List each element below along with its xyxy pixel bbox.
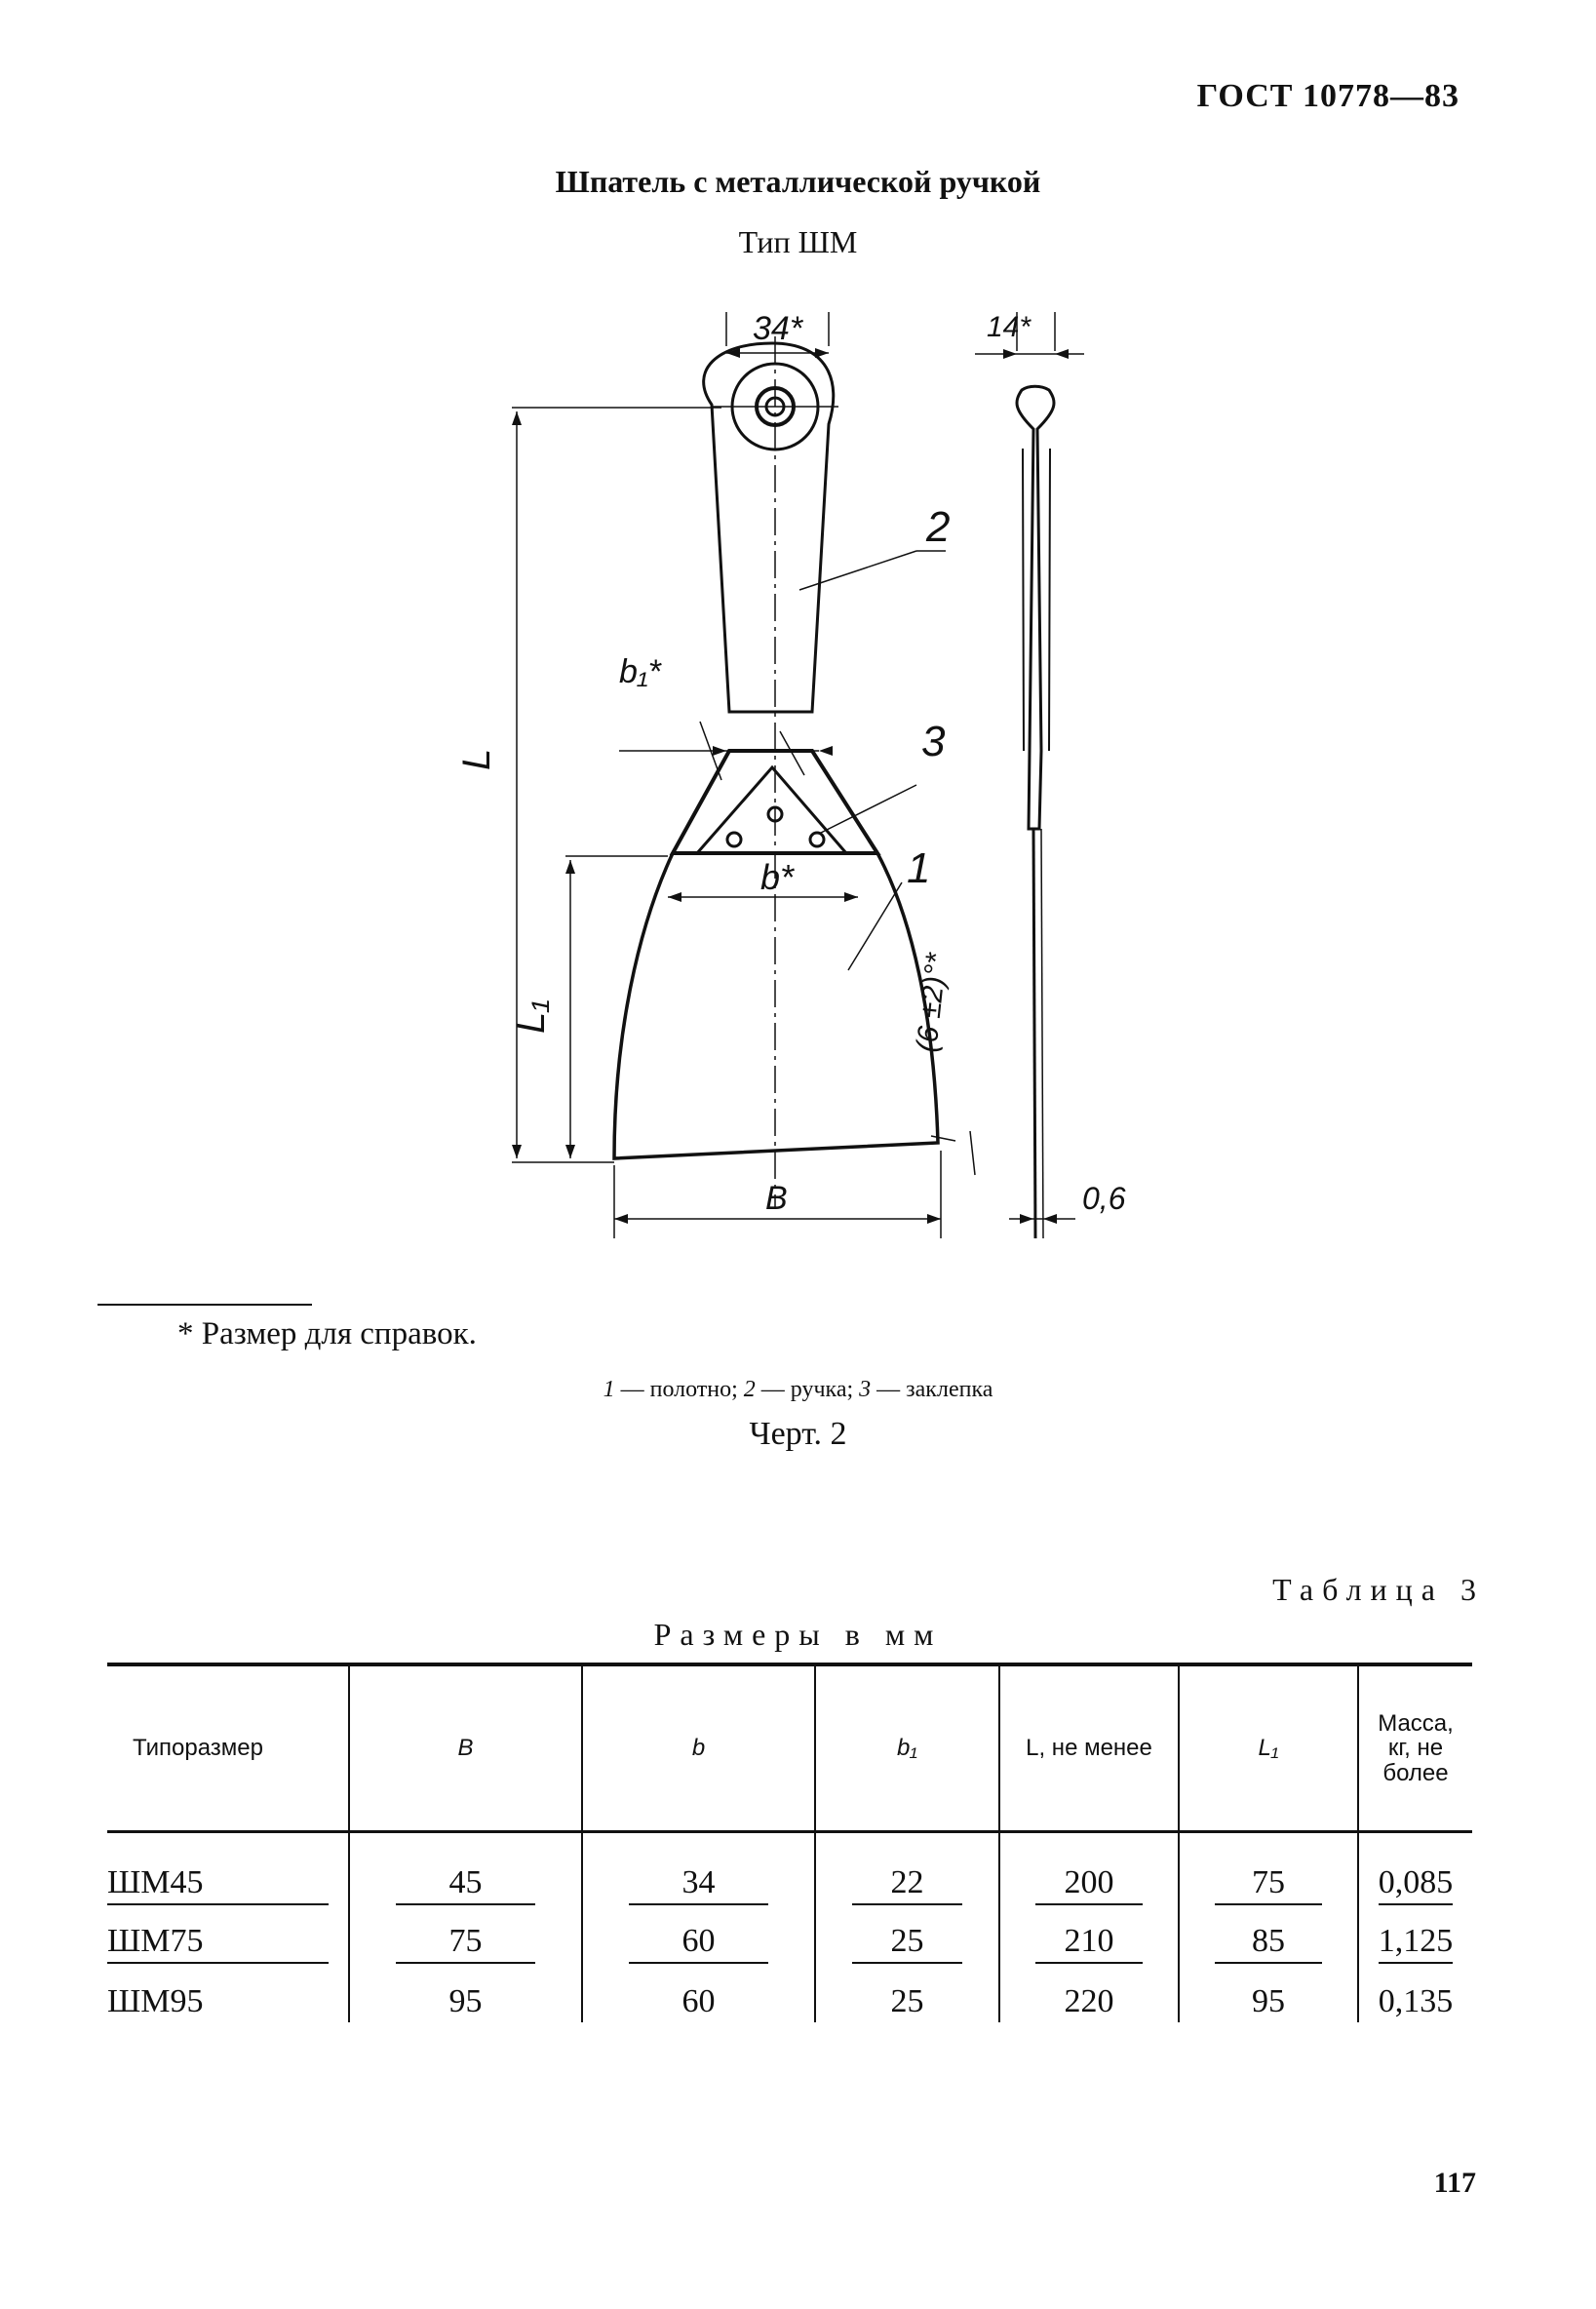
legend-text-1: — полотно; [620, 1377, 738, 1402]
cell-b1: 22 [852, 1864, 961, 1905]
cell-mass: 0,135 [1378, 1983, 1454, 2019]
cell-mass: 0,085 [1379, 1864, 1454, 1905]
document-code: ГОСТ 10778—83 [1196, 78, 1460, 114]
cell-L: 210 [1035, 1923, 1142, 1964]
table-row [107, 1905, 1472, 1964]
callout-2: 2 [926, 503, 951, 551]
callout-3: 3 [921, 718, 946, 765]
dim-label-bevel: (6 ±2)°* [911, 952, 954, 1054]
callout-1: 1 [907, 844, 931, 892]
cell-L1: 95 [1252, 1983, 1285, 2019]
page-number: 117 [1433, 2167, 1476, 2199]
drawing-label: Черт. 2 [749, 1416, 847, 1452]
handle-outline [704, 343, 834, 712]
dim-label-L: L [455, 748, 498, 770]
cell-size: ШМ45 [107, 1864, 329, 1905]
header-b: b [582, 1664, 815, 1832]
dim-label-B: B [765, 1180, 788, 1217]
rivet-hole [810, 833, 824, 846]
cell-b1: 25 [852, 1923, 961, 1964]
cell-b: 60 [629, 1923, 767, 1964]
cell-L: 200 [1035, 1864, 1142, 1905]
header-B: B [349, 1664, 582, 1832]
dim-label-b1: b₁* [619, 653, 661, 690]
legend-num-1: 1 [603, 1377, 615, 1402]
header-L: L, не менее [999, 1664, 1179, 1832]
figure-subtitle: Тип ШМ [738, 224, 858, 259]
spatula-technical-drawing [429, 293, 1209, 1287]
cell-B: 45 [396, 1864, 534, 1905]
footnote: * Размер для справок. [177, 1316, 477, 1351]
cell-L1: 75 [1215, 1864, 1321, 1905]
legend-text-3: — заклепка [876, 1377, 993, 1402]
header-L1: L₁ [1179, 1664, 1358, 1832]
figure-title: Шпатель с металлической ручкой [555, 164, 1041, 199]
parts-legend [0, 1377, 1596, 1403]
header-size: Типоразмер [107, 1664, 349, 1832]
dimensions-table [107, 1663, 1472, 2022]
cell-L1: 85 [1215, 1923, 1321, 1964]
legend-num-2: 2 [743, 1377, 756, 1402]
cell-b1: 25 [890, 1983, 924, 2019]
dim-label-b: b* [760, 857, 795, 897]
dim-label-0-6: 0,6 [1082, 1181, 1126, 1216]
legend-text-2: — ручка; [760, 1377, 854, 1402]
header-b1: b₁ [815, 1664, 999, 1832]
cell-B: 75 [396, 1923, 534, 1964]
table-header-row [107, 1664, 1472, 1832]
table-row [107, 1964, 1472, 2022]
cell-size: ШМ75 [107, 1923, 329, 1964]
dim-label-14: 14* [987, 311, 1032, 343]
cell-b: 34 [629, 1864, 767, 1905]
cell-size: ШМ95 [107, 1983, 204, 2019]
table-units: Размеры в мм [653, 1617, 943, 1652]
cell-L: 220 [1064, 1983, 1114, 2019]
cell-b: 60 [681, 1983, 716, 2019]
cell-B: 95 [448, 1983, 483, 2019]
table-label: Таблица 3 [1272, 1572, 1485, 1607]
dim-label-34: 34* [753, 310, 803, 347]
dim-label-L1: L₁ [510, 999, 553, 1034]
cell-mass: 1,125 [1379, 1923, 1454, 1964]
table-row [107, 1832, 1472, 1906]
rivet-hole [727, 833, 741, 846]
header-mass: Масса, кг, не более [1358, 1664, 1472, 1832]
footnote-rule [97, 1304, 312, 1306]
blade-outline [614, 853, 938, 1158]
legend-num-3: 3 [859, 1377, 872, 1402]
